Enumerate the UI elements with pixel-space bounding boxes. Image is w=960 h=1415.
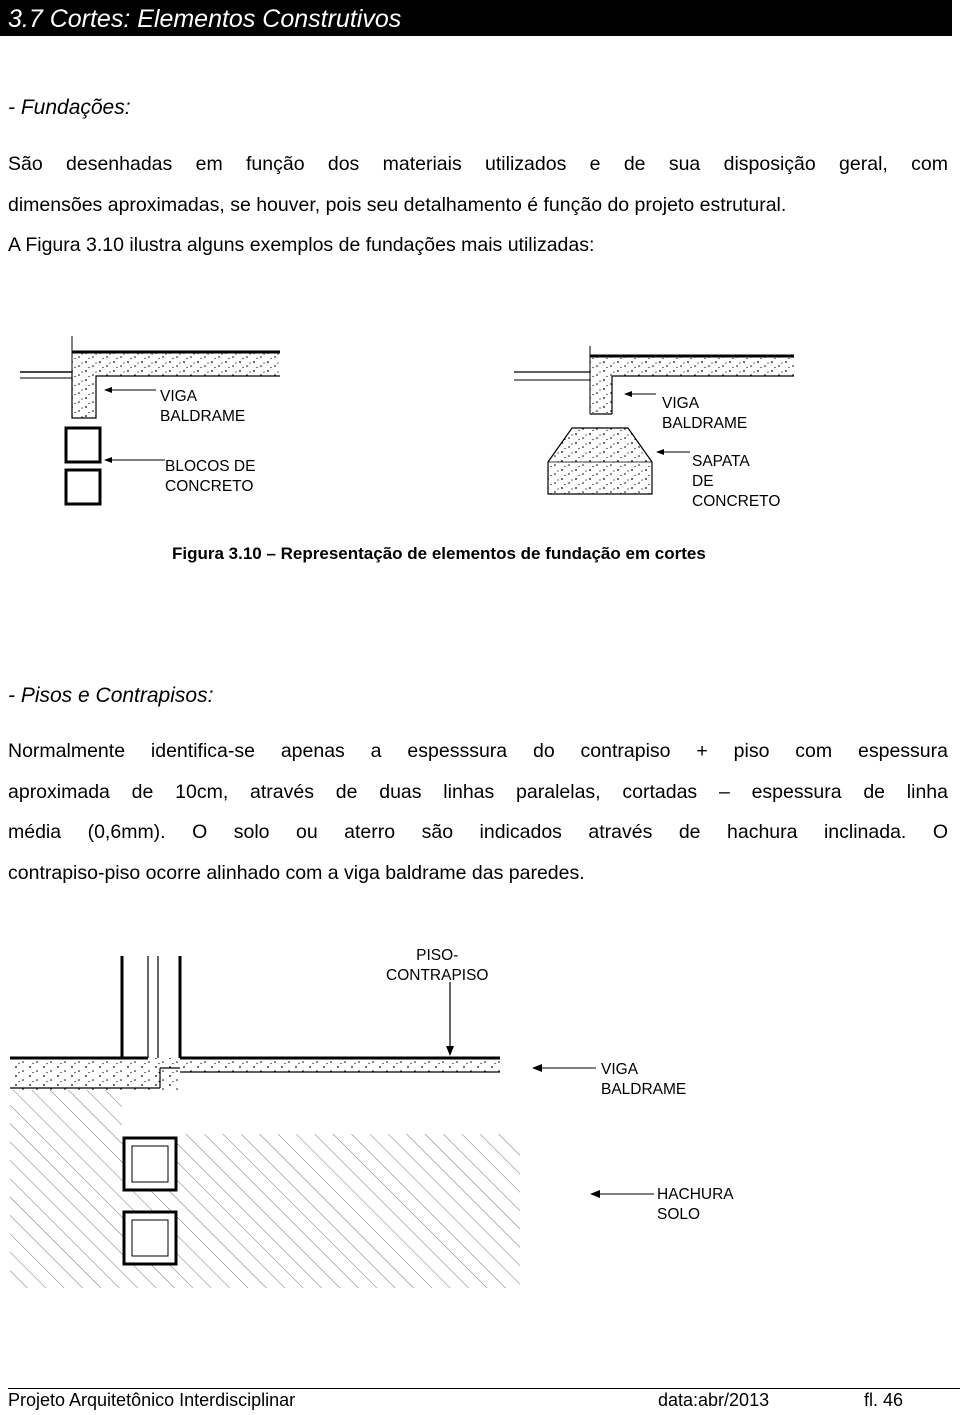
label-hachura-solo — [657, 1185, 734, 1225]
label-line: BALDRAME — [662, 415, 748, 432]
paragraph-line: São desenhadas em função dos materiais utilizados e de sua disposição geral, com — [8, 153, 948, 175]
page-footer — [8, 1388, 960, 1415]
label-line: SAPATA — [692, 453, 750, 470]
label-viga-baldrame — [160, 387, 245, 427]
label-line: BALDRAME — [160, 408, 246, 425]
label-line: VIGA — [601, 1061, 639, 1078]
label-viga-baldrame-right — [662, 394, 747, 434]
paragraph-line: contrapiso-piso ocorre alinhado com a viga baldrame das paredes. — [8, 861, 585, 884]
label-piso-contrapiso — [386, 946, 488, 986]
label-line: BALDRAME — [601, 1081, 687, 1098]
paragraph-line: A Figura 3.10 ilustra alguns exemplos de fundações mais utilizadas: — [8, 234, 595, 256]
paragraph-line: média (0,6mm). O solo ou aterro são indicados através de hachura inclinada. O — [8, 821, 948, 843]
label-line: CONCRETO — [692, 493, 781, 510]
label-line: VIGA — [662, 395, 700, 412]
section-title: 3.7 Cortes: Elementos Construtivos — [8, 5, 402, 33]
label-line: VIGA — [160, 388, 198, 405]
label-line: PISO- — [416, 947, 459, 964]
label-line: BLOCOS DE — [165, 458, 256, 475]
fundacoes-heading: - Fundações: — [8, 96, 131, 119]
label-line: CONTRAPISO — [386, 967, 489, 984]
label-viga-baldrame-floor — [601, 1060, 686, 1100]
label-line: CONCRETO — [165, 478, 254, 495]
label-line: DE — [692, 473, 714, 490]
paragraph-line: dimensões aproximadas, se houver, pois seu detalhamento é função do projeto estrutural. — [8, 193, 787, 216]
footer-sheet: fl. 46 — [864, 1390, 904, 1410]
label-blocos-de-concreto — [165, 457, 255, 497]
label-sapata-de-concreto — [692, 452, 780, 512]
floor-section-drawing — [0, 930, 960, 1330]
figure-caption: Figura 3.10 – Representação de elementos de fundação em cortes — [172, 544, 706, 563]
footer-date: data:abr/2013 — [658, 1390, 770, 1410]
label-line: SOLO — [657, 1206, 701, 1223]
figure-3-10-drawing — [0, 0, 960, 540]
footer-project: Projeto Arquitetônico Interdisciplinar — [8, 1390, 296, 1410]
label-line: HACHURA — [657, 1186, 734, 1203]
paragraph-line: aproximada de 10cm, através de duas linhas paralelas, cortadas – espessura de linha — [8, 780, 948, 803]
paragraph-line: Normalmente identifica-se apenas a espesssura do contrapiso + piso com espessura — [8, 740, 948, 762]
pisos-paragraph — [8, 731, 948, 893]
pisos-heading: - Pisos e Contrapisos: — [8, 684, 214, 707]
